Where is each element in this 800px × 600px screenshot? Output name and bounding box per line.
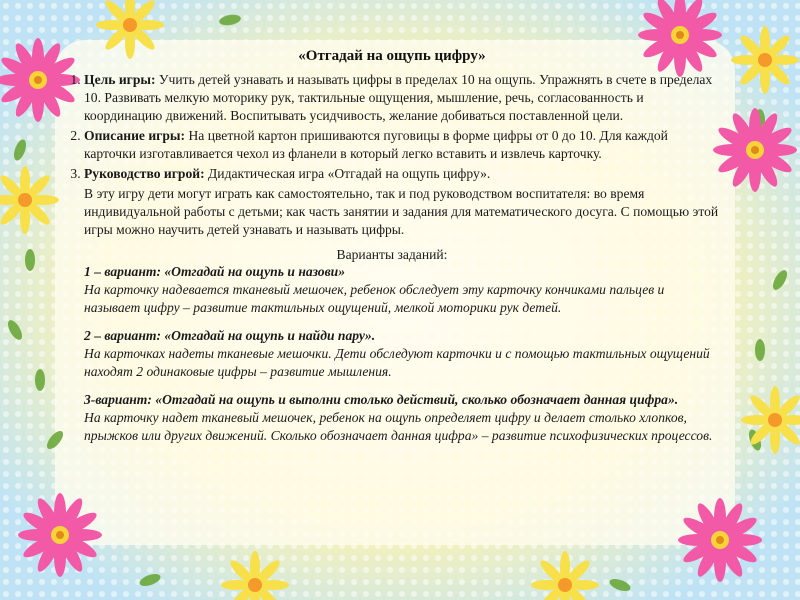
section-guidance-text: Дидактическая игра «Отгадай на ощупь цифру». (204, 166, 491, 181)
variant-3 (84, 391, 722, 445)
variant-1-text: На карточку надевается тканевый мешочек, ребенок обследует эту карточку кончиками пальцев и называет цифру – развитие тактильных ощущений, мелкой моторики рук детей. (84, 282, 665, 315)
game-sections (62, 71, 722, 183)
section-description (84, 127, 722, 163)
main-content (62, 48, 722, 455)
section-goal-label: Цель игры: (84, 72, 156, 87)
guidance-paragraph: В эту игру дети могут играть как самостоятельно, так и под руководством воспитателя: во время индивидуальной работы с детьми; как часть занятии и задания для математического досуга. С помощью этой игры можно научить детей узнавать и называть цифры. (84, 186, 719, 237)
page-title: «Отгадай на ощупь цифру» (298, 48, 486, 64)
variant-3-text: На карточку надет тканевый мешочек, ребенок на ощупь определяет цифру и делает столько хлопков, прыжков или других движений. Сколько обозначает данная цифра» – развитие психофизических процессов. (84, 410, 713, 443)
section-goal (84, 71, 722, 125)
variant-1 (84, 263, 722, 317)
variants-heading: Варианты заданий: (336, 247, 448, 262)
variant-2 (84, 327, 722, 381)
section-description-label: Описание игры: (84, 128, 186, 143)
section-guidance (84, 165, 722, 183)
section-description-text: На цветной картон пришиваются пуговицы в форме цифры от 0 до 10. Для каждой карточки изготавливается чехол из фланели в который легко вставить и извлечь карточку. (84, 128, 668, 161)
section-goal-text: Учить детей узнавать и называть цифры в пределах 10 на ощупь. Упражнять в счете в пределах 10. Развивать мелкую моторику рук, тактильные ощущения, мышление, речь, согласованность и координацию движений. Воспитывать усидчивость, желание добиваться поставленной цели. (84, 72, 713, 123)
variant-2-text: На карточках надеты тканевые мешочки. Дети обследуют карточки и с помощью тактильных ощущений находят 2 одинаковые цифры – развитие мышления. (84, 346, 710, 379)
variant-2-title: 2 – вариант: «Отгадай на ощупь и найди пару». (84, 328, 376, 343)
variant-1-title: 1 – вариант: «Отгадай на ощупь и назови» (84, 264, 346, 279)
variant-3-title: 3-вариант: «Отгадай на ощупь и выполни столько действий, сколько обозначает данная цифра». (84, 392, 679, 407)
section-guidance-label: Руководство игрой: (84, 166, 205, 181)
